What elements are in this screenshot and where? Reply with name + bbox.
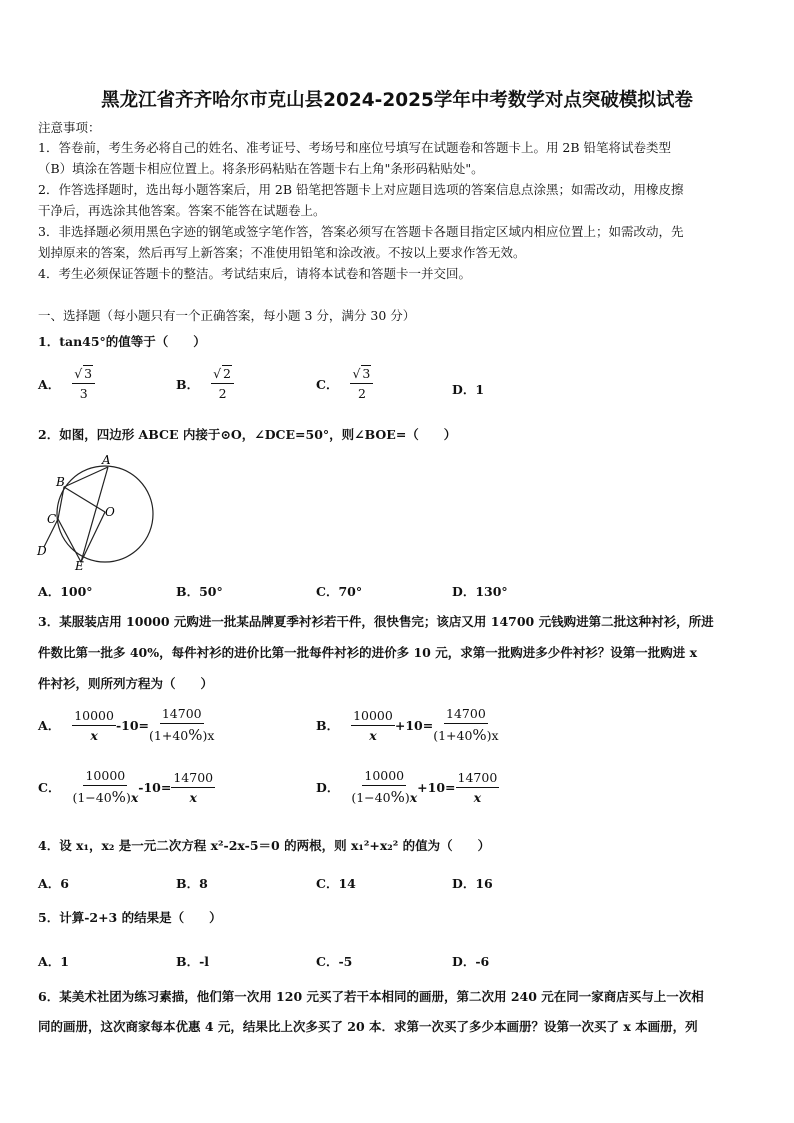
- label-e: E: [75, 559, 84, 573]
- q6-stem-line-1: 6．某美术社团为练习素描，他们第一次用 120 元买了若干本相同的画册，第二次用 240 元在同一家商店买与上一次相: [38, 989, 704, 1004]
- circle-figure: [34, 452, 164, 574]
- option-label: C．: [38, 780, 61, 795]
- notice-line-4: 干净后，再选涂其他答案。答案不能答在试题卷上。: [38, 203, 326, 218]
- q3-stem-line-2: 件数比第一批多 40%，每件衬衫的进价比第一批每件衬衫的进价多 10 元，求第一批购进多少件衬衫？设第一批购进 x: [38, 645, 698, 660]
- q5-stem: 5．计算-2+3 的结果是（ ）: [38, 910, 222, 925]
- notice-line-6: 划掉原来的答案，然后再写上新答案；不准使用铅笔和涂改液。不按以上要求作答无效。: [38, 245, 526, 260]
- q1-stem: 1．tan45°的值等于（ ）: [38, 334, 206, 349]
- q3-option-c[interactable]: [38, 768, 215, 806]
- operator: -10=: [115, 717, 150, 733]
- q6-stem-line-2: 同的画册，这次商家每本优惠 4 元，结果比上次多买了 20 本．求第一次买了多少本画册？设第一次买了 x 本画册，列: [38, 1019, 698, 1034]
- label-b: B: [56, 475, 65, 489]
- label-d: D: [37, 544, 47, 558]
- option-label: D．: [316, 780, 340, 795]
- label-o: O: [105, 505, 115, 519]
- fraction: $\frac{14700}{x}$: [457, 769, 498, 805]
- q5-option-a[interactable]: A．1: [38, 954, 69, 969]
- q1-option-d[interactable]: D．1: [452, 382, 485, 397]
- fraction: $\frac{14700}{x}$: [173, 769, 214, 805]
- option-label: C．: [316, 376, 339, 392]
- fraction: $\frac{14700}{(1+40\%)x}$: [433, 706, 499, 744]
- option-label: B．: [316, 718, 340, 733]
- label-a: A: [102, 453, 111, 467]
- notice-line-5: 3．非选择题必须用黑色字迹的钢笔或签字笔作答，答案必须写在答题卡各题目指定区域内相应位置上；如需改动，先: [38, 224, 684, 239]
- q1-option-b[interactable]: [176, 366, 234, 401]
- q3-stem-line-3: 件衬衫，则所列方程为（ ）: [38, 676, 214, 691]
- fraction: $\frac{14700}{(1+40\%)x}$: [149, 706, 215, 744]
- quadrilateral-abce: [58, 467, 108, 562]
- q3-option-d[interactable]: [316, 768, 499, 806]
- q3-option-b[interactable]: [316, 706, 499, 744]
- q4-option-a[interactable]: A．6: [38, 876, 69, 891]
- operator: +10=: [417, 779, 456, 795]
- q5-option-c[interactable]: C．-5: [316, 954, 353, 969]
- q1-option-c[interactable]: [316, 366, 373, 401]
- fraction: $\frac{10000}{x}$: [74, 707, 114, 743]
- operator: -10=: [138, 779, 172, 795]
- notice-line-1: 1．答卷前，考生务必将自己的姓名、准考证号、考场号和座位号填写在试题卷和答题卡上。用 2B 铅笔将试卷类型: [38, 140, 672, 155]
- q2-option-d[interactable]: D．130°: [452, 584, 508, 599]
- option-label: B．: [176, 376, 200, 392]
- fraction: $\frac{√ 3}{2}$: [350, 366, 373, 401]
- fraction: $\frac{10000}{(1-40\%)x}$: [351, 768, 418, 806]
- q3-option-a[interactable]: [38, 706, 214, 744]
- fraction: $\frac{√ 2}{2}$: [211, 366, 234, 401]
- notice-line-2: （B）填涂在答题卡相应位置上。将条形码粘贴在答题卡右上角"条形码粘贴处"。: [38, 161, 484, 176]
- notice-line-3: 2．作答选择题时，选出每小题答案后，用 2B 铅笔把答题卡上对应题目选项的答案信息点涂黑；如需改动，用橡皮擦: [38, 182, 684, 197]
- q5-option-b[interactable]: B．-l: [176, 954, 210, 969]
- q2-option-a[interactable]: A．100°: [38, 584, 93, 599]
- fraction: $\frac{10000}{x}$: [353, 707, 393, 743]
- q3-stem-line-1: 3．某服装店用 10000 元购进一批某品牌夏季衬衫若干件，很快售完；该店又用 14700 元钱购进第二批这种衬衫，所进: [38, 614, 714, 629]
- notice-heading: 注意事项：: [38, 120, 101, 135]
- q1-option-a[interactable]: [38, 366, 95, 401]
- q4-option-c[interactable]: C．14: [316, 876, 356, 891]
- exam-title: 黑龙江省齐齐哈尔市克山县2024-2025学年中考数学对点突破模拟试卷: [101, 90, 693, 111]
- label-c: C: [47, 512, 57, 526]
- q2-option-c[interactable]: C．70°: [316, 584, 363, 599]
- operator: +10=: [394, 717, 434, 733]
- notice-line-7: 4．考生必须保证答题卡的整洁。考试结束后，请将本试卷和答题卡一并交回。: [38, 266, 471, 281]
- option-label: A．: [38, 376, 61, 392]
- q4-stem: 4．设 x₁，x₂ 是一元二次方程 x²-2x-5＝0 的两根，则 x₁²+x₂² 的值为（ ）: [38, 838, 491, 853]
- fraction: $\frac{√ 3}{3}$: [72, 366, 95, 401]
- section-heading: 一、选择题（每小题只有一个正确答案，每小题 3 分，满分 30 分）: [38, 308, 416, 323]
- q4-option-d[interactable]: D．16: [452, 876, 493, 891]
- q2-option-b[interactable]: B．50°: [176, 584, 223, 599]
- q2-stem: 2．如图，四边形 ABCE 内接于⊙O，∠DCE=50°，则∠BOE=（ ）: [38, 427, 457, 442]
- fraction: $\frac{10000}{(1-40\%)x}$: [72, 768, 139, 806]
- q4-option-b[interactable]: B．8: [176, 876, 208, 891]
- q5-option-d[interactable]: D．-6: [452, 954, 490, 969]
- option-label: A．: [38, 718, 61, 733]
